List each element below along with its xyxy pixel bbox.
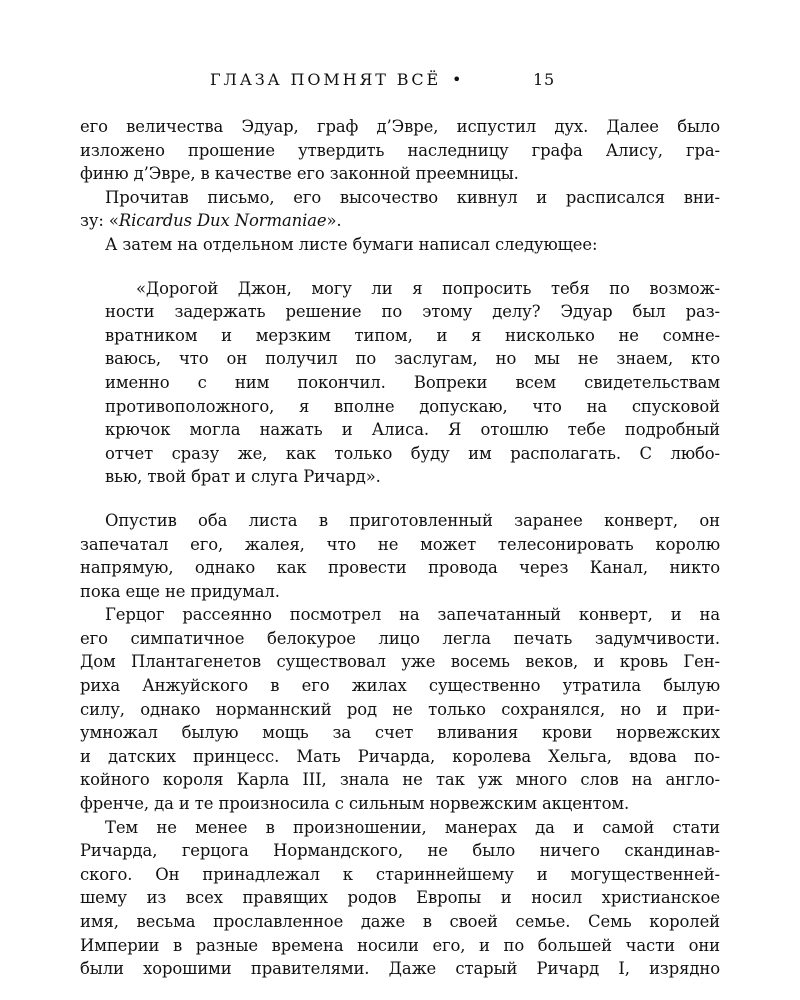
- spacer: [80, 257, 720, 277]
- book-title: ГЛАЗА ПОМНЯТ ВСЁ: [210, 70, 442, 89]
- text-line: умножал былую мощь за счет вливания крови норвежских: [80, 723, 720, 743]
- text-line: его симпатичное белокурое лицо легла печать задумчивости.: [80, 628, 720, 648]
- paragraph-6: [80, 816, 720, 981]
- main-text: [80, 115, 720, 981]
- text-line: именно с ним покончил. Вопреки всем свидетельствам: [105, 372, 720, 392]
- text-line: пока еще не придумал.: [80, 581, 280, 601]
- text-line: отчет сразу же, как только буду им располагать. С любо-: [105, 443, 720, 463]
- text-line: изложено прошение утвердить наследницу графа Алису, гра-: [80, 140, 720, 160]
- text-line: напрямую, однако как провести провода через Канал, никто: [80, 558, 720, 578]
- text-line: были хорошими правителями. Даже старый Ричард I, изрядно: [80, 959, 720, 979]
- text-line: ности задержать решение по этому делу? Эдуар был раз-: [105, 302, 720, 322]
- text-line: Тем не менее в произношении, манерах да и самой стати: [105, 817, 720, 837]
- paragraph-4: [80, 509, 720, 603]
- letter-quote: [80, 277, 720, 489]
- signature-suffix: ».: [326, 211, 342, 231]
- text-line: Прочитав письмо, его высочество кивнул и расписался вни-: [105, 187, 720, 207]
- text-line: «Дорогой Джон, могу ли я попросить тебя по возмож-: [136, 278, 720, 298]
- latin-signature: Ricardus Dux Normaniae: [118, 211, 327, 231]
- text-line: ского. Он принадлежал к стариннейшему и могущественней-: [80, 864, 720, 884]
- paragraph-2: [80, 186, 720, 233]
- text-line: противоположного, я вполне допускаю, что на спусковой: [105, 396, 720, 416]
- text-line: френче, да и те произносила с сильным норвежским акцентом.: [80, 794, 630, 814]
- text-line: имя, весьма прославленное даже в своей семье. Семь королей: [80, 912, 720, 931]
- text-line: ваюсь, что он получил по заслугам, но мы не знаем, кто: [105, 349, 720, 369]
- spacer: [80, 489, 720, 509]
- text-line: финю д’Эвре, в качестве его законной преемницы.: [80, 164, 519, 184]
- text-line: Герцог рассеянно посмотрел на запечатанный конверт, и на: [105, 605, 720, 625]
- text-line: шему из всех правящих родов Европы и носил христианское: [80, 888, 720, 908]
- text-line: его величества Эдуар, граф д’Эвре, испустил дух. Далее было: [80, 117, 720, 136]
- text-line: койного короля Карла III, знала не так уж много слов на англо-: [80, 770, 720, 790]
- paragraph-5: [80, 603, 720, 815]
- running-head: [80, 70, 720, 94]
- text-line: А затем на отдельном листе бумаги написал следующее:: [105, 234, 598, 254]
- signature-prefix: зу: «: [80, 211, 119, 231]
- text-line: Империи в разные времена носили его, и по большей части они: [80, 935, 720, 955]
- text-line: запечатал его, жалея, что не может телесонировать королю: [80, 534, 720, 554]
- paragraph-1: [80, 115, 720, 186]
- header-bullet: •: [452, 70, 465, 89]
- page-number: 15: [533, 70, 555, 89]
- text-line: крючок могла нажать и Алиса. Я отошлю тебе подробный: [105, 420, 720, 440]
- paragraph-3: [80, 233, 720, 257]
- text-line: вью, твой брат и слуга Ричард».: [105, 467, 381, 487]
- text-line: Опустив оба листа в приготовленный заранее конверт, он: [105, 510, 720, 530]
- text-line: вратником и мерзким типом, и я нисколько не сомне-: [105, 325, 720, 345]
- text-line: Дом Плантагенетов существовал уже восемь веков, и кровь Ген-: [80, 652, 720, 672]
- text-line: силу, однако норманнский род не только сохранялся, но и при-: [80, 699, 720, 719]
- text-line: [80, 209, 720, 233]
- text-line: и датских принцесс. Мать Ричарда, королева Хельга, вдова по-: [80, 746, 720, 766]
- text-line: риха Анжуйского в его жилах существенно утратила былую: [80, 676, 720, 696]
- text-line: Ричарда, герцога Нормандского, не было ничего скандинав-: [80, 841, 720, 861]
